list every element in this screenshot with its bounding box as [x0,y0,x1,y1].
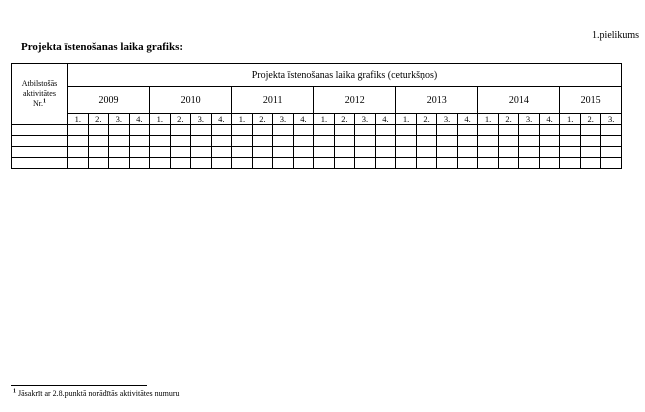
quarter-header: 4. [129,114,150,125]
table-cell [437,158,458,169]
table-cell [252,158,273,169]
table-row [12,136,622,147]
quarter-header: 3. [601,114,622,125]
table-cell [109,136,130,147]
table-cell [519,158,540,169]
table-cell [334,125,355,136]
table-cell [601,125,622,136]
year-header: 2013 [396,87,478,114]
table-cell [293,147,314,158]
table-cell [68,158,89,169]
table-cell [560,147,581,158]
table-cell [88,136,109,147]
table-cell [416,125,437,136]
table-cell [437,125,458,136]
quarter-header: 1. [232,114,253,125]
year-header: 2010 [150,87,232,114]
table-cell [211,136,232,147]
table-cell [519,125,540,136]
table-cell [109,158,130,169]
table-cell [478,147,499,158]
activity-header-line3: Nr. [33,99,43,108]
activity-header-line1: Atbilstošās [21,79,58,88]
table-cell [68,136,89,147]
table-cell [150,158,171,169]
table-cell [539,147,560,158]
table-cell [273,136,294,147]
table-cell [191,125,212,136]
year-header: 2015 [560,87,622,114]
table-cell [416,136,437,147]
table-cell [12,125,68,136]
quarter-header: 3. [191,114,212,125]
table-cell [293,158,314,169]
appendix-label: 1.pielikums [592,30,639,41]
table-cell [170,158,191,169]
quarter-header: 2. [498,114,519,125]
table-cell [191,136,212,147]
quarter-header: 2. [580,114,601,125]
table-cell [601,136,622,147]
table-cell [539,158,560,169]
quarter-header: 1. [314,114,335,125]
table-cell [416,158,437,169]
table-cell [252,125,273,136]
table-cell [601,147,622,158]
table-cell [68,147,89,158]
quarter-header: 1. [396,114,417,125]
activity-header-line2: aktivitātes [23,89,56,98]
quarter-header: 1. [478,114,499,125]
table-cell [170,125,191,136]
quarter-header: 1. [560,114,581,125]
quarter-header: 1. [150,114,171,125]
quarter-header: 3. [437,114,458,125]
table-cell [334,158,355,169]
table-cell [293,125,314,136]
table-cell [88,125,109,136]
footnote-reference: 1 [43,98,46,105]
table-cell [396,147,417,158]
table-cell [273,147,294,158]
table-cell [457,147,478,158]
year-header: 2011 [232,87,314,114]
table-cell [601,158,622,169]
table-cell [211,147,232,158]
table-cell [396,125,417,136]
quarter-header: 2. [170,114,191,125]
table-cell [560,136,581,147]
table-cell [437,136,458,147]
table-cell [293,136,314,147]
table-cell [252,136,273,147]
table-row [12,158,622,169]
table-row [12,147,622,158]
table-cell [539,136,560,147]
year-header: 2012 [314,87,396,114]
page-title: Projekta īstenošanas laika grafiks: [21,41,184,53]
table-cell [498,147,519,158]
table-cell [150,125,171,136]
table-cell [150,136,171,147]
quarter-header: 4. [539,114,560,125]
table-cell [88,158,109,169]
schedule-main-header: Projekta īstenošanas laika grafiks (ceturkšņos) [68,64,622,87]
table-cell [191,158,212,169]
quarter-header: 2. [252,114,273,125]
quarter-header: 4. [457,114,478,125]
table-cell [457,158,478,169]
table-cell [519,147,540,158]
table-cell [129,136,150,147]
table-cell [396,158,417,169]
table-cell [375,147,396,158]
table-cell [498,136,519,147]
table-cell [355,125,376,136]
footnote-separator [11,385,147,386]
table-cell [478,125,499,136]
table-cell [498,125,519,136]
table-cell [12,147,68,158]
quarter-header: 4. [375,114,396,125]
quarter-header: 3. [273,114,294,125]
year-header: 2009 [68,87,150,114]
table-cell [355,136,376,147]
table-cell [416,147,437,158]
table-cell [314,158,335,169]
table-cell [396,136,417,147]
table-cell [12,136,68,147]
table-cell [314,136,335,147]
table-cell [580,158,601,169]
table-cell [334,147,355,158]
table-cell [129,125,150,136]
footnote-mark: 1 [13,388,16,395]
table-cell [232,158,253,169]
table-cell [457,125,478,136]
table-cell [580,125,601,136]
footnote [13,389,180,398]
table-cell [375,158,396,169]
table-cell [498,158,519,169]
table-cell [232,147,253,158]
table-cell [129,158,150,169]
quarter-header: 3. [109,114,130,125]
table-cell [211,158,232,169]
table-cell [355,158,376,169]
quarter-header: 3. [519,114,540,125]
table-cell [109,147,130,158]
table-cell [191,147,212,158]
table-cell [314,125,335,136]
quarter-header: 2. [334,114,355,125]
table-cell [437,147,458,158]
table-cell [12,158,68,169]
quarter-header: 4. [293,114,314,125]
activity-number-header [12,64,68,125]
table-cell [211,125,232,136]
table-cell [232,125,253,136]
table-cell [273,125,294,136]
table-cell [375,136,396,147]
table-cell [478,158,499,169]
year-header: 2014 [478,87,560,114]
table-cell [129,147,150,158]
footnote-text: Jāsakrīt ar 2.8.punktā norādītās aktivitātes numuru [16,389,180,398]
table-cell [68,125,89,136]
table-cell [355,147,376,158]
schedule-table [11,63,622,169]
table-cell [252,147,273,158]
table-cell [478,136,499,147]
table-row [12,125,622,136]
table-cell [170,147,191,158]
table-cell [375,125,396,136]
table-cell [334,136,355,147]
quarter-header: 2. [416,114,437,125]
table-cell [273,158,294,169]
table-cell [560,158,581,169]
table-cell [170,136,191,147]
quarter-header: 2. [88,114,109,125]
table-cell [539,125,560,136]
table-cell [580,136,601,147]
table-cell [314,147,335,158]
table-cell [519,136,540,147]
table-cell [109,125,130,136]
table-cell [580,147,601,158]
table-cell [232,136,253,147]
table-cell [88,147,109,158]
quarter-header: 1. [68,114,89,125]
quarter-header: 4. [211,114,232,125]
table-cell [457,136,478,147]
table-cell [560,125,581,136]
table-cell [150,147,171,158]
quarter-header: 3. [355,114,376,125]
